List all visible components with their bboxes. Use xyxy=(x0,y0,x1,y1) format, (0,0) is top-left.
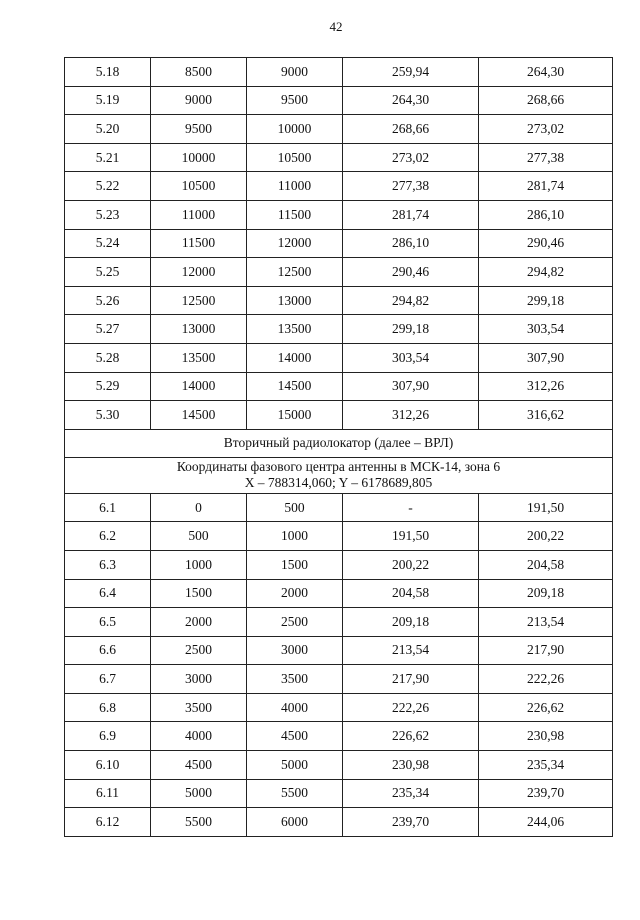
table-row xyxy=(65,493,613,522)
table-row xyxy=(65,401,613,430)
height-from-cell: 13000 xyxy=(151,315,247,344)
distance-from-cell: 235,34 xyxy=(343,779,479,808)
height-from-cell: 14000 xyxy=(151,372,247,401)
distance-from-cell: 259,94 xyxy=(343,58,479,87)
distance-from-cell: 312,26 xyxy=(343,401,479,430)
height-to-cell: 4500 xyxy=(247,722,343,751)
distance-from-cell: 204,58 xyxy=(343,579,479,608)
distance-from-cell: 230,98 xyxy=(343,751,479,780)
distance-to-cell: 213,54 xyxy=(479,608,613,637)
height-from-cell: 0 xyxy=(151,493,247,522)
height-to-cell: 9000 xyxy=(247,58,343,87)
table-row xyxy=(65,200,613,229)
row-number-cell: 6.4 xyxy=(65,579,151,608)
height-from-cell: 11000 xyxy=(151,200,247,229)
distance-from-cell: 281,74 xyxy=(343,200,479,229)
distance-to-cell: 235,34 xyxy=(479,751,613,780)
height-from-cell: 10500 xyxy=(151,172,247,201)
table-row xyxy=(65,258,613,287)
table-row xyxy=(65,172,613,201)
distance-to-cell: 239,70 xyxy=(479,779,613,808)
distance-from-cell: 217,90 xyxy=(343,665,479,694)
row-number-cell: 6.9 xyxy=(65,722,151,751)
height-from-cell: 4500 xyxy=(151,751,247,780)
row-number-cell: 5.28 xyxy=(65,343,151,372)
height-from-cell: 2500 xyxy=(151,636,247,665)
distance-to-cell: 273,02 xyxy=(479,115,613,144)
row-number-cell: 6.12 xyxy=(65,808,151,837)
height-from-cell: 8500 xyxy=(151,58,247,87)
height-to-cell: 6000 xyxy=(247,808,343,837)
table-row xyxy=(65,286,613,315)
row-number-cell: 5.22 xyxy=(65,172,151,201)
distance-to-cell: 200,22 xyxy=(479,522,613,551)
height-to-cell: 2500 xyxy=(247,608,343,637)
table-row xyxy=(65,522,613,551)
distance-to-cell: 209,18 xyxy=(479,579,613,608)
height-from-cell: 5000 xyxy=(151,779,247,808)
distance-from-cell: 264,30 xyxy=(343,86,479,115)
row-number-cell: 6.3 xyxy=(65,550,151,579)
table-row xyxy=(65,550,613,579)
distance-to-cell: 307,90 xyxy=(479,343,613,372)
table-row xyxy=(65,636,613,665)
distance-from-cell: 191,50 xyxy=(343,522,479,551)
distance-to-cell: 230,98 xyxy=(479,722,613,751)
table-section-part1 xyxy=(65,58,613,430)
height-from-cell: 1000 xyxy=(151,550,247,579)
height-to-cell: 10500 xyxy=(247,143,343,172)
row-number-cell: 5.21 xyxy=(65,143,151,172)
row-number-cell: 6.11 xyxy=(65,779,151,808)
height-from-cell: 11500 xyxy=(151,229,247,258)
row-number-cell: 6.2 xyxy=(65,522,151,551)
table-row xyxy=(65,779,613,808)
table-row xyxy=(65,86,613,115)
table-row xyxy=(65,315,613,344)
table-row xyxy=(65,372,613,401)
distance-to-cell: 290,46 xyxy=(479,229,613,258)
table-row xyxy=(65,343,613,372)
row-number-cell: 5.29 xyxy=(65,372,151,401)
table-section-part2 xyxy=(65,493,613,836)
coordinates-line-1: Координаты фазового центра антенны в МСК-14, зона 6 xyxy=(176,459,501,475)
distance-to-cell: 222,26 xyxy=(479,665,613,694)
distance-from-cell: 299,18 xyxy=(343,315,479,344)
elevation-table xyxy=(64,57,613,837)
row-number-cell: 5.27 xyxy=(65,315,151,344)
distance-to-cell: 316,62 xyxy=(479,401,613,430)
table-row xyxy=(65,693,613,722)
distance-to-cell: 264,30 xyxy=(479,58,613,87)
section-title-row xyxy=(65,429,613,457)
row-number-cell: 6.1 xyxy=(65,493,151,522)
table-row xyxy=(65,58,613,87)
coordinates-cell xyxy=(65,457,613,493)
height-to-cell: 500 xyxy=(247,493,343,522)
height-to-cell: 3500 xyxy=(247,665,343,694)
height-to-cell: 12000 xyxy=(247,229,343,258)
table-row xyxy=(65,665,613,694)
distance-from-cell: 239,70 xyxy=(343,808,479,837)
distance-from-cell: 209,18 xyxy=(343,608,479,637)
distance-from-cell: 307,90 xyxy=(343,372,479,401)
height-from-cell: 9000 xyxy=(151,86,247,115)
row-number-cell: 5.19 xyxy=(65,86,151,115)
row-number-cell: 6.5 xyxy=(65,608,151,637)
row-number-cell: 6.6 xyxy=(65,636,151,665)
height-to-cell: 9500 xyxy=(247,86,343,115)
distance-to-cell: 312,26 xyxy=(479,372,613,401)
table-row xyxy=(65,722,613,751)
row-number-cell: 5.24 xyxy=(65,229,151,258)
height-to-cell: 4000 xyxy=(247,693,343,722)
height-to-cell: 15000 xyxy=(247,401,343,430)
distance-to-cell: 294,82 xyxy=(479,258,613,287)
height-from-cell: 5500 xyxy=(151,808,247,837)
height-from-cell: 3000 xyxy=(151,665,247,694)
table-row xyxy=(65,751,613,780)
height-from-cell: 10000 xyxy=(151,143,247,172)
height-from-cell: 3500 xyxy=(151,693,247,722)
distance-to-cell: 286,10 xyxy=(479,200,613,229)
row-number-cell: 5.30 xyxy=(65,401,151,430)
table-row xyxy=(65,579,613,608)
height-from-cell: 9500 xyxy=(151,115,247,144)
distance-from-cell: 286,10 xyxy=(343,229,479,258)
distance-from-cell: 303,54 xyxy=(343,343,479,372)
distance-from-cell: 222,26 xyxy=(343,693,479,722)
distance-from-cell: 277,38 xyxy=(343,172,479,201)
distance-to-cell: 268,66 xyxy=(479,86,613,115)
distance-from-cell: 213,54 xyxy=(343,636,479,665)
distance-from-cell: 294,82 xyxy=(343,286,479,315)
distance-from-cell: 200,22 xyxy=(343,550,479,579)
table-row xyxy=(65,608,613,637)
height-from-cell: 500 xyxy=(151,522,247,551)
row-number-cell: 5.18 xyxy=(65,58,151,87)
row-number-cell: 6.10 xyxy=(65,751,151,780)
height-to-cell: 1000 xyxy=(247,522,343,551)
table-row xyxy=(65,143,613,172)
distance-to-cell: 226,62 xyxy=(479,693,613,722)
height-from-cell: 14500 xyxy=(151,401,247,430)
height-to-cell: 5000 xyxy=(247,751,343,780)
section-title: Вторичный радиолокатор (далее – ВРЛ) xyxy=(65,429,613,457)
height-to-cell: 13500 xyxy=(247,315,343,344)
distance-from-cell: 226,62 xyxy=(343,722,479,751)
distance-to-cell: 299,18 xyxy=(479,286,613,315)
height-from-cell: 4000 xyxy=(151,722,247,751)
height-to-cell: 2000 xyxy=(247,579,343,608)
distance-to-cell: 281,74 xyxy=(479,172,613,201)
height-to-cell: 3000 xyxy=(247,636,343,665)
page-number: 42 xyxy=(329,19,343,34)
height-from-cell: 13500 xyxy=(151,343,247,372)
distance-from-cell: 290,46 xyxy=(343,258,479,287)
height-to-cell: 12500 xyxy=(247,258,343,287)
coordinates-line-2: X – 788314,060; Y – 6178689,805 xyxy=(244,475,433,491)
height-to-cell: 11500 xyxy=(247,200,343,229)
table-section-header xyxy=(65,429,613,493)
table-row xyxy=(65,808,613,837)
distance-to-cell: 277,38 xyxy=(479,143,613,172)
height-to-cell: 14500 xyxy=(247,372,343,401)
row-number-cell: 6.8 xyxy=(65,693,151,722)
distance-from-cell: 273,02 xyxy=(343,143,479,172)
height-to-cell: 10000 xyxy=(247,115,343,144)
height-to-cell: 11000 xyxy=(247,172,343,201)
height-from-cell: 12500 xyxy=(151,286,247,315)
distance-to-cell: 204,58 xyxy=(479,550,613,579)
height-to-cell: 14000 xyxy=(247,343,343,372)
height-from-cell: 12000 xyxy=(151,258,247,287)
row-number-cell: 5.25 xyxy=(65,258,151,287)
table-row xyxy=(65,229,613,258)
row-number-cell: 5.20 xyxy=(65,115,151,144)
row-number-cell: 5.26 xyxy=(65,286,151,315)
distance-to-cell: 191,50 xyxy=(479,493,613,522)
height-to-cell: 1500 xyxy=(247,550,343,579)
distance-from-cell: 268,66 xyxy=(343,115,479,144)
distance-to-cell: 217,90 xyxy=(479,636,613,665)
distance-to-cell: 244,06 xyxy=(479,808,613,837)
height-to-cell: 13000 xyxy=(247,286,343,315)
height-from-cell: 2000 xyxy=(151,608,247,637)
distance-from-cell: - xyxy=(343,493,479,522)
row-number-cell: 6.7 xyxy=(65,665,151,694)
row-number-cell: 5.23 xyxy=(65,200,151,229)
height-from-cell: 1500 xyxy=(151,579,247,608)
table-row xyxy=(65,115,613,144)
distance-to-cell: 303,54 xyxy=(479,315,613,344)
height-to-cell: 5500 xyxy=(247,779,343,808)
coordinates-row xyxy=(65,457,613,493)
